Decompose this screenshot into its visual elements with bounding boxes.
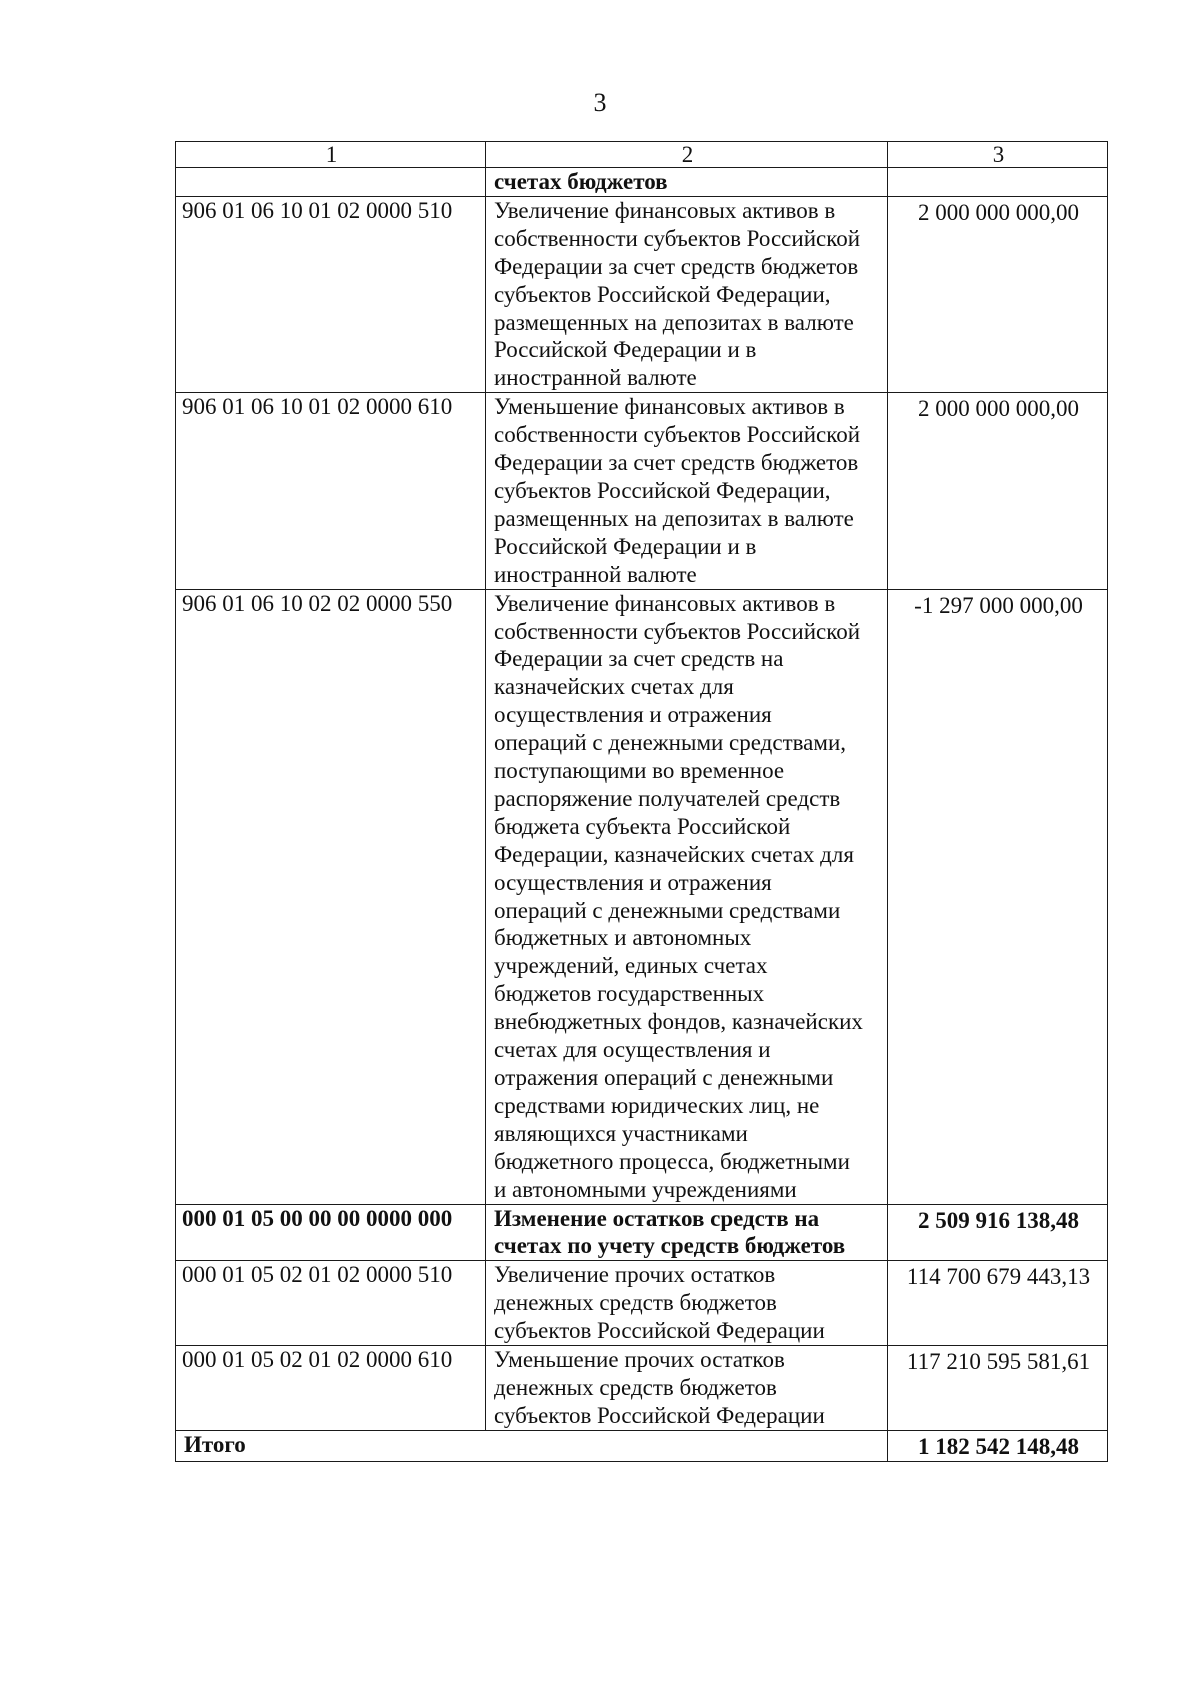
- total-row: [176, 1430, 1108, 1461]
- budget-code: 000 01 05 02 01 02 0000 610: [176, 1346, 486, 1431]
- table-row-summary: [176, 1204, 1108, 1261]
- continuation-row: [176, 168, 1108, 197]
- row-description: Увеличение прочих остатков денежных средств бюджетов субъектов Российской Федерации: [486, 1261, 888, 1346]
- row-amount: 2 509 916 138,48: [888, 1204, 1108, 1261]
- budget-sources-table: [175, 141, 1108, 1462]
- continuation-text: счетах бюджетов: [486, 168, 888, 197]
- table-row: [176, 196, 1108, 392]
- column-header-3: 3: [888, 142, 1108, 168]
- continuation-code-cell: [176, 168, 486, 197]
- row-description: Уменьшение финансовых активов в собственности субъектов Российской Федерации за счет средств бюджетов субъектов Российской Федерации, размещенных на депозитах в валюте Российской Федерации и в иностранной валюте: [486, 393, 888, 589]
- column-number-row: [176, 142, 1108, 168]
- row-description: Увеличение финансовых активов в собственности субъектов Российской Федерации за счет средств на казначейских счетах для осуществления и отражения операций с денежными средствами, поступающими во временное распоряжение получателей средств бюджета субъекта Российской Федерации, казначейских счетах для осуществления и отражения операций с денежными средствами бюджетных и автономных учреждений, единых счетах бюджетов государственных внебюджетных фондов, казначейских счетах для осуществления и отражения операций с денежными средствами юридических лиц, не являющихся участниками бюджетного процесса, бюджетными и автономными учреждениями: [486, 589, 888, 1204]
- row-amount: 2 000 000 000,00: [888, 393, 1108, 589]
- row-amount: -1 297 000 000,00: [888, 589, 1108, 1204]
- budget-code: 906 01 06 10 02 02 0000 550: [176, 589, 486, 1204]
- budget-code: 906 01 06 10 01 02 0000 610: [176, 393, 486, 589]
- row-amount: 117 210 595 581,61: [888, 1346, 1108, 1431]
- table-row: [176, 393, 1108, 589]
- row-description: Изменение остатков средств на счетах по учету средств бюджетов: [486, 1204, 888, 1261]
- row-description: Увеличение финансовых активов в собственности субъектов Российской Федерации за счет средств бюджетов субъектов Российской Федерации, размещенных на депозитах в валюте Российской Федерации и в иностранной валюте: [486, 196, 888, 392]
- continuation-amount-cell: [888, 168, 1108, 197]
- row-amount: 2 000 000 000,00: [888, 196, 1108, 392]
- column-header-1: 1: [176, 142, 486, 168]
- table-row: [176, 1346, 1108, 1431]
- row-amount: 114 700 679 443,13: [888, 1261, 1108, 1346]
- budget-code: 000 01 05 00 00 00 0000 000: [176, 1204, 486, 1261]
- table-row: [176, 1261, 1108, 1346]
- total-amount: 1 182 542 148,48: [888, 1430, 1108, 1461]
- page-number: 3: [593, 88, 607, 117]
- row-description: Уменьшение прочих остатков денежных средств бюджетов субъектов Российской Федерации: [486, 1346, 888, 1431]
- total-label: Итого: [176, 1430, 888, 1461]
- table-row: [176, 589, 1108, 1204]
- budget-code: 000 01 05 02 01 02 0000 510: [176, 1261, 486, 1346]
- column-header-2: 2: [486, 142, 888, 168]
- budget-code: 906 01 06 10 01 02 0000 510: [176, 196, 486, 392]
